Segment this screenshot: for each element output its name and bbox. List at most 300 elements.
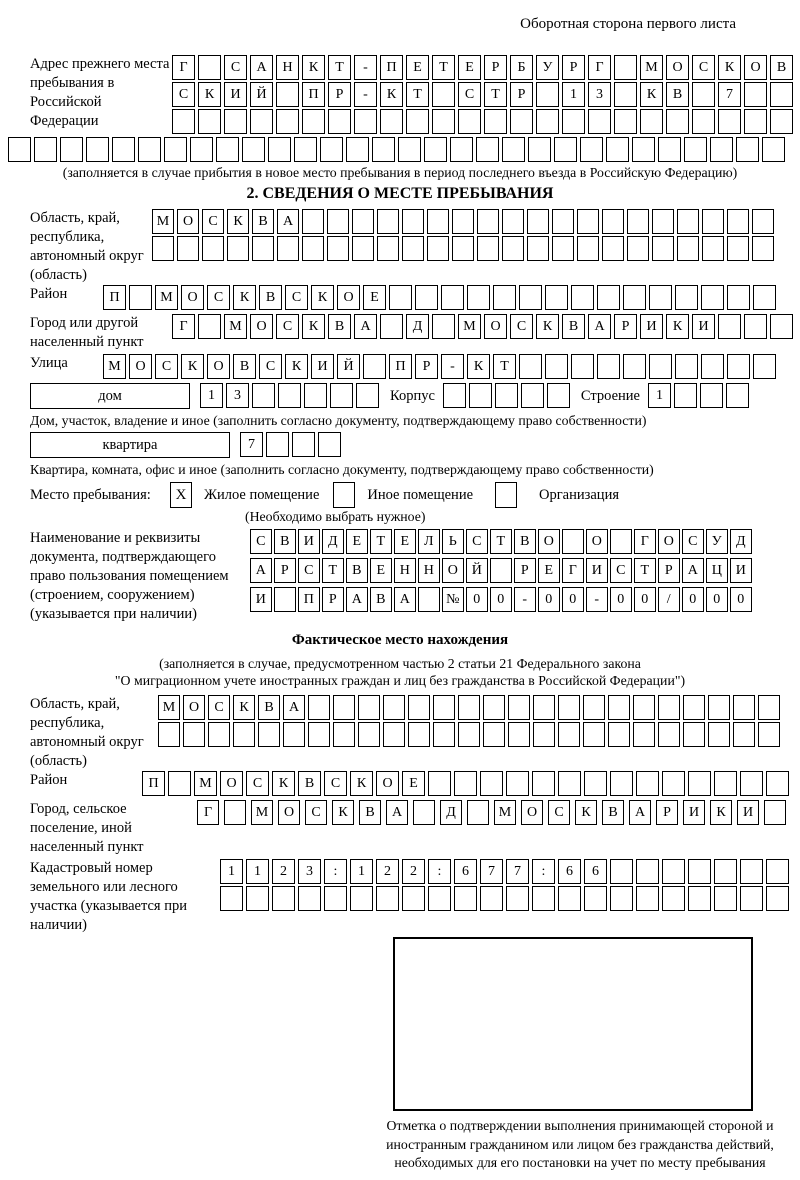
fact-region-label: Область, край, республика, автономный округ (область): [30, 696, 144, 769]
char-cell: С: [172, 82, 195, 107]
char-cell: [477, 209, 499, 234]
actual-location-title: Фактическое место нахождения: [291, 632, 509, 648]
char-cell: С: [510, 314, 533, 339]
char-cell: С: [298, 558, 320, 583]
char-cell: [432, 314, 455, 339]
char-cell: 6: [454, 859, 477, 884]
char-cell: 7: [480, 859, 503, 884]
char-cell: А: [386, 800, 408, 825]
char-cell: [770, 314, 793, 339]
char-cell: [433, 695, 455, 720]
char-cell: 6: [558, 859, 581, 884]
char-cell: [476, 137, 499, 162]
char-cell: [415, 285, 438, 310]
char-cell: [352, 209, 374, 234]
char-cell: [658, 695, 680, 720]
char-cell: Р: [510, 82, 533, 107]
char-cell: [666, 109, 689, 134]
char-cell: В: [274, 529, 296, 554]
char-cell: [701, 285, 724, 310]
city-label: Город или другой населенный пункт: [30, 315, 144, 350]
char-cell: П: [302, 82, 325, 107]
char-cell: [328, 109, 351, 134]
char-cell: А: [394, 587, 416, 612]
char-cell: А: [277, 209, 299, 234]
char-cell: Т: [432, 55, 455, 80]
char-cell: К: [311, 285, 334, 310]
char-cell: [483, 722, 505, 747]
char-cell: О: [177, 209, 199, 234]
char-cell: [558, 771, 581, 796]
char-cell: [502, 209, 524, 234]
char-cell: [610, 886, 633, 911]
char-cell: [330, 383, 353, 408]
char-cell: 0: [634, 587, 656, 612]
char-cell: [633, 722, 655, 747]
char-cell: [701, 354, 724, 379]
stay-type-row: [30, 482, 800, 508]
char-cell: [377, 236, 399, 261]
char-cell: С: [202, 209, 224, 234]
char-cell: О: [666, 55, 689, 80]
char-cell: Г: [172, 55, 195, 80]
char-cell: С: [285, 285, 308, 310]
char-cell: О: [181, 285, 204, 310]
char-cell: [252, 383, 275, 408]
char-cell: [480, 886, 503, 911]
char-cell: [227, 236, 249, 261]
char-cell: [519, 285, 542, 310]
char-cell: 1: [648, 383, 671, 408]
char-cell: С: [458, 82, 481, 107]
char-cell: [276, 82, 299, 107]
char-cell: В: [328, 314, 351, 339]
char-cell: [302, 109, 325, 134]
char-cell: [708, 695, 730, 720]
char-cell: 2: [402, 859, 425, 884]
char-cell: К: [332, 800, 354, 825]
char-cell: [202, 236, 224, 261]
char-cell: [458, 109, 481, 134]
char-cell: [610, 859, 633, 884]
region-block: [30, 209, 800, 285]
apartment-caption: Квартира, комната, офис и иное (заполнить согласно документу, подтверждающему право собственности): [30, 462, 654, 477]
char-cell: С: [276, 314, 299, 339]
section2-title: 2. СВЕДЕНИЯ О МЕСТЕ ПРЕБЫВАНИЯ: [246, 185, 554, 202]
char-cell: [608, 722, 630, 747]
char-cell: Т: [322, 558, 344, 583]
char-cell: [662, 859, 685, 884]
char-cell: [402, 236, 424, 261]
char-cell: [467, 800, 489, 825]
char-cell: [177, 236, 199, 261]
char-cell: [452, 236, 474, 261]
char-cell: П: [103, 285, 126, 310]
char-cell: О: [129, 354, 152, 379]
char-cell: Т: [370, 529, 392, 554]
char-cell: [649, 354, 672, 379]
char-cell: [554, 137, 577, 162]
stay-option-residential-label: Жилое помещение: [204, 487, 320, 503]
char-cell: С: [466, 529, 488, 554]
char-cell: [112, 137, 135, 162]
region-label: Область, край, республика, автономный округ (область): [30, 210, 144, 283]
char-cell: А: [250, 55, 273, 80]
char-cell: [406, 109, 429, 134]
char-cell: [606, 137, 629, 162]
char-cell: [752, 236, 774, 261]
char-cell: [302, 236, 324, 261]
char-cell: О: [484, 314, 507, 339]
char-cell: Г: [634, 529, 656, 554]
char-cell: [584, 886, 607, 911]
char-cell: [8, 137, 31, 162]
char-cell: [766, 886, 789, 911]
char-cell: [536, 109, 559, 134]
char-cell: П: [389, 354, 412, 379]
char-cell: [358, 695, 380, 720]
char-cell: [740, 886, 763, 911]
char-cell: [533, 695, 555, 720]
char-cell: К: [467, 354, 490, 379]
char-cell: Д: [730, 529, 752, 554]
char-cell: -: [514, 587, 536, 612]
char-cell: [258, 722, 280, 747]
char-cell: [710, 137, 733, 162]
char-cell: [736, 137, 759, 162]
char-cell: И: [586, 558, 608, 583]
char-cell: [547, 383, 570, 408]
korpus-cells: [443, 383, 573, 408]
char-cell: [198, 109, 221, 134]
char-cell: [580, 137, 603, 162]
char-cell: [714, 771, 737, 796]
char-cell: [610, 529, 632, 554]
char-cell: [597, 285, 620, 310]
char-cell: [376, 886, 399, 911]
char-cell: [318, 432, 341, 457]
char-cell: Т: [406, 82, 429, 107]
char-cell: А: [283, 695, 305, 720]
char-cell: [467, 285, 490, 310]
char-cell: -: [441, 354, 464, 379]
char-cell: О: [442, 558, 464, 583]
char-cell: О: [586, 529, 608, 554]
char-cell: 6: [584, 859, 607, 884]
char-cell: [158, 722, 180, 747]
char-cell: [389, 285, 412, 310]
char-cell: [652, 236, 674, 261]
char-cell: [584, 771, 607, 796]
char-cell: [677, 209, 699, 234]
char-cell: [519, 354, 542, 379]
char-cell: [502, 236, 524, 261]
char-cell: [224, 800, 246, 825]
char-cell: М: [152, 209, 174, 234]
char-cell: [428, 771, 451, 796]
char-cell: Н: [418, 558, 440, 583]
char-cell: [383, 722, 405, 747]
char-cell: [356, 383, 379, 408]
actual-location-caption-2: "О миграционном учете иностранных граждан и лиц без гражданства в Российской Федерации"): [114, 673, 686, 688]
char-cell: [740, 771, 763, 796]
char-cell: [508, 722, 530, 747]
char-cell: К: [227, 209, 249, 234]
char-cell: К: [575, 800, 597, 825]
fact-region-row-2: [158, 722, 783, 747]
char-cell: №: [442, 587, 464, 612]
char-cell: С: [250, 529, 272, 554]
char-cell: [506, 771, 529, 796]
char-cell: [636, 771, 659, 796]
char-cell: Е: [363, 285, 386, 310]
apartment-box-label: квартира: [30, 432, 230, 458]
char-cell: [208, 722, 230, 747]
char-cell: К: [272, 771, 295, 796]
char-cell: В: [514, 529, 536, 554]
char-cell: В: [370, 587, 392, 612]
char-cell: [168, 771, 191, 796]
stay-option-other-premises-label: Иное помещение: [367, 487, 474, 503]
char-cell: К: [710, 800, 732, 825]
char-cell: [684, 137, 707, 162]
char-cell: В: [298, 771, 321, 796]
char-cell: Т: [490, 529, 512, 554]
char-cell: К: [640, 82, 663, 107]
fact-district-row: [142, 771, 792, 796]
char-cell: [545, 354, 568, 379]
char-cell: К: [302, 314, 325, 339]
char-cell: :: [324, 859, 347, 884]
char-cell: [602, 236, 624, 261]
char-cell: И: [224, 82, 247, 107]
char-cell: -: [354, 82, 377, 107]
char-cell: М: [155, 285, 178, 310]
char-cell: [532, 886, 555, 911]
char-cell: И: [298, 529, 320, 554]
char-cell: [283, 722, 305, 747]
char-cell: [692, 82, 715, 107]
char-cell: О: [337, 285, 360, 310]
char-cell: [658, 137, 681, 162]
fact-region-block: [30, 695, 800, 771]
char-cell: [683, 695, 705, 720]
stroenie-cells: [648, 383, 752, 408]
char-cell: [675, 354, 698, 379]
region-row-2: [152, 236, 777, 261]
char-cell: [733, 722, 755, 747]
char-cell: 2: [272, 859, 295, 884]
char-cell: М: [494, 800, 516, 825]
char-cell: [753, 354, 776, 379]
char-cell: А: [354, 314, 377, 339]
char-cell: [483, 695, 505, 720]
char-cell: 1: [246, 859, 269, 884]
char-cell: П: [380, 55, 403, 80]
char-cell: К: [666, 314, 689, 339]
char-cell: С: [259, 354, 282, 379]
char-cell: [418, 587, 440, 612]
char-cell: [346, 137, 369, 162]
char-cell: -: [586, 587, 608, 612]
char-cell: У: [536, 55, 559, 80]
actual-location-caption-1: (заполняется в случае, предусмотренном частью 2 статьи 21 Федерального закона: [159, 656, 641, 671]
char-cell: [454, 886, 477, 911]
char-cell: [469, 383, 492, 408]
char-cell: Е: [458, 55, 481, 80]
char-cell: [597, 354, 620, 379]
char-cell: А: [346, 587, 368, 612]
char-cell: [558, 722, 580, 747]
char-cell: [658, 722, 680, 747]
char-cell: [34, 137, 57, 162]
char-cell: О: [250, 314, 273, 339]
char-cell: [250, 109, 273, 134]
char-cell: [427, 209, 449, 234]
document-row-2: [250, 558, 754, 583]
district-label: Район: [30, 286, 68, 302]
char-cell: 3: [588, 82, 611, 107]
char-cell: С: [208, 695, 230, 720]
char-cell: Р: [514, 558, 536, 583]
char-cell: 1: [562, 82, 585, 107]
char-cell: 2: [376, 859, 399, 884]
char-cell: 7: [718, 82, 741, 107]
document-row-1: [250, 529, 754, 554]
char-cell: [433, 722, 455, 747]
char-cell: И: [692, 314, 715, 339]
char-cell: Р: [656, 800, 678, 825]
char-cell: 1: [220, 859, 243, 884]
char-cell: [450, 137, 473, 162]
char-cell: [588, 109, 611, 134]
char-cell: [753, 285, 776, 310]
char-cell: [441, 285, 464, 310]
char-cell: [490, 558, 512, 583]
stay-option-residential-checkbox: X: [170, 482, 192, 508]
char-cell: [675, 285, 698, 310]
char-cell: К: [233, 285, 256, 310]
char-cell: А: [629, 800, 651, 825]
char-cell: [744, 314, 767, 339]
char-cell: [633, 695, 655, 720]
char-cell: Д: [440, 800, 462, 825]
char-cell: Н: [394, 558, 416, 583]
char-cell: [652, 209, 674, 234]
char-cell: К: [198, 82, 221, 107]
char-cell: К: [380, 82, 403, 107]
char-cell: [408, 695, 430, 720]
char-cell: [688, 771, 711, 796]
char-cell: [545, 285, 568, 310]
char-cell: Г: [197, 800, 219, 825]
char-cell: [766, 859, 789, 884]
char-cell: В: [602, 800, 624, 825]
char-cell: 0: [682, 587, 704, 612]
document-label: Наименование и реквизиты документа, подтверждающего право пользования помещением (строением, сооружением) (указывается при наличии): [30, 530, 229, 622]
char-cell: [744, 109, 767, 134]
char-cell: [432, 109, 455, 134]
char-cell: [614, 82, 637, 107]
char-cell: [726, 383, 749, 408]
char-cell: Т: [493, 354, 516, 379]
char-cell: [383, 695, 405, 720]
char-cell: [614, 55, 637, 80]
char-cell: [683, 722, 705, 747]
char-cell: [354, 109, 377, 134]
char-cell: [233, 722, 255, 747]
char-cell: [493, 285, 516, 310]
char-cell: [727, 285, 750, 310]
char-cell: 0: [562, 587, 584, 612]
char-cell: А: [588, 314, 611, 339]
char-cell: [358, 722, 380, 747]
char-cell: [702, 236, 724, 261]
char-cell: [198, 314, 221, 339]
char-cell: А: [250, 558, 272, 583]
char-cell: [477, 236, 499, 261]
cadastral-label: Кадастровый номер земельного или лесного участка (указывается при наличии): [30, 860, 187, 933]
char-cell: [302, 209, 324, 234]
char-cell: [688, 859, 711, 884]
char-cell: К: [536, 314, 559, 339]
char-cell: Й: [250, 82, 273, 107]
char-cell: 7: [506, 859, 529, 884]
char-cell: /: [658, 587, 680, 612]
prev-address-row-1: [172, 55, 796, 80]
char-cell: М: [103, 354, 126, 379]
char-cell: [674, 383, 697, 408]
char-cell: [636, 859, 659, 884]
char-cell: И: [730, 558, 752, 583]
char-cell: [183, 722, 205, 747]
char-cell: [562, 109, 585, 134]
char-cell: [190, 137, 213, 162]
char-cell: 3: [226, 383, 249, 408]
char-cell: [292, 432, 315, 457]
char-cell: Ц: [706, 558, 728, 583]
house-cells: [200, 383, 382, 408]
char-cell: С: [155, 354, 178, 379]
char-cell: [527, 236, 549, 261]
char-cell: М: [158, 695, 180, 720]
char-cell: [718, 314, 741, 339]
char-cell: [198, 55, 221, 80]
char-cell: [308, 695, 330, 720]
char-cell: :: [428, 859, 451, 884]
char-cell: [272, 886, 295, 911]
char-cell: М: [251, 800, 273, 825]
char-cell: [398, 137, 421, 162]
char-cell: К: [718, 55, 741, 80]
char-cell: 0: [490, 587, 512, 612]
char-cell: [571, 285, 594, 310]
char-cell: [454, 771, 477, 796]
char-cell: [714, 859, 737, 884]
char-cell: О: [207, 354, 230, 379]
char-cell: -: [354, 55, 377, 80]
char-cell: [216, 137, 239, 162]
char-cell: [649, 285, 672, 310]
char-cell: [298, 886, 321, 911]
char-cell: Е: [406, 55, 429, 80]
char-cell: [614, 109, 637, 134]
char-cell: [242, 137, 265, 162]
char-cell: С: [207, 285, 230, 310]
char-cell: [246, 886, 269, 911]
char-cell: [583, 695, 605, 720]
char-cell: 3: [298, 859, 321, 884]
